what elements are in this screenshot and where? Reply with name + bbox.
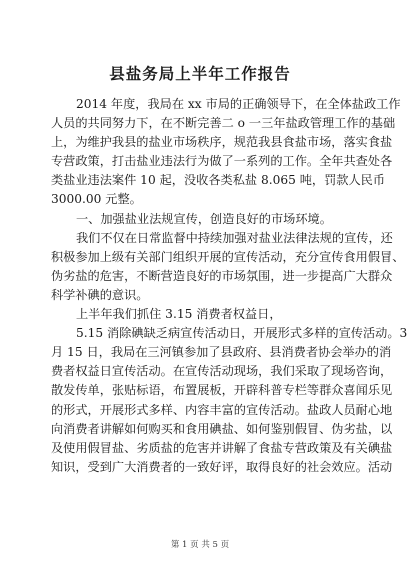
paragraph-line: 人员的共同努力下，在不断完善二 o 一三年盐政管理工作的基础 <box>51 116 396 131</box>
paragraph-line: 积极参加上级有关部门组织开展的宣传活动，充分宣传食用假冒、 <box>51 249 405 264</box>
paragraph-line: 我们不仅在日常监督中持续加强对盐业法律法规的宣传，还 <box>76 230 393 245</box>
paragraph-line: 散发传单，张贴标语，布置展板，开辟科普专栏等群众喜闻乐见 <box>51 383 393 398</box>
paragraph-line: 及使用假冒盐、劣质盐的危害并讲解了食盐专营政策及有关碘盐 <box>51 440 393 455</box>
paragraph-line: 的形式，开展形式多样、内容丰富的宣传活动。盐政人员耐心地 <box>51 402 393 417</box>
paragraph-line: 2014 年度，我局在 xx 市局的正确领导下，在全体盐政工作 <box>76 97 401 111</box>
paragraph-line: 向消费者讲解如何购买和食用碘盐、如何鉴别假冒、伪劣盐，以 <box>51 421 393 436</box>
paragraph-line: 类盐业违法案件 10 起，没收各类私盐 8.065 吨，罚款人民币 <box>51 173 386 188</box>
paragraph-line: 上半年我们抓住 3.15 消费者权益日， <box>76 307 282 322</box>
paragraph-line: 上，为维护我县的盐业市场秩序，规范我县食盐市场，落实食盐 <box>51 135 393 150</box>
paragraph-line: 3000.00 元整。 <box>51 192 142 207</box>
paragraph-line: 知识，受到广大消费者的一致好评，取得良好的社会效应。活动 <box>51 459 393 474</box>
paragraph-line: 月 15 日，我局在三河镇参加了县政府、县消费者协会举办的消 <box>51 345 392 360</box>
section-heading: 一、加强盐业法规宣传，创造良好的市场环境。 <box>76 211 332 226</box>
document-title: 县盐务局上半年工作报告 <box>109 65 291 83</box>
paragraph-line: 5.15 消除碘缺乏病宣传活动日，开展形式多样的宣传活动。3 <box>76 326 407 341</box>
paragraph-line: 专营政策，打击盐业违法行为做了一系列的工作。全年共查处各 <box>51 154 393 169</box>
paragraph-line: 科学补碘的意识。 <box>51 287 149 302</box>
document-body <box>51 95 407 477</box>
page-number: 第 1 页 共 5 页 <box>170 540 230 550</box>
paragraph-line: 费者权益日宣传活动。在宣传活动现场，我们采取了现场咨询， <box>51 364 393 379</box>
paragraph-line: 伪劣盐的危害，不断营造良好的市场氛围，进一步提高广大群众 <box>51 268 393 283</box>
